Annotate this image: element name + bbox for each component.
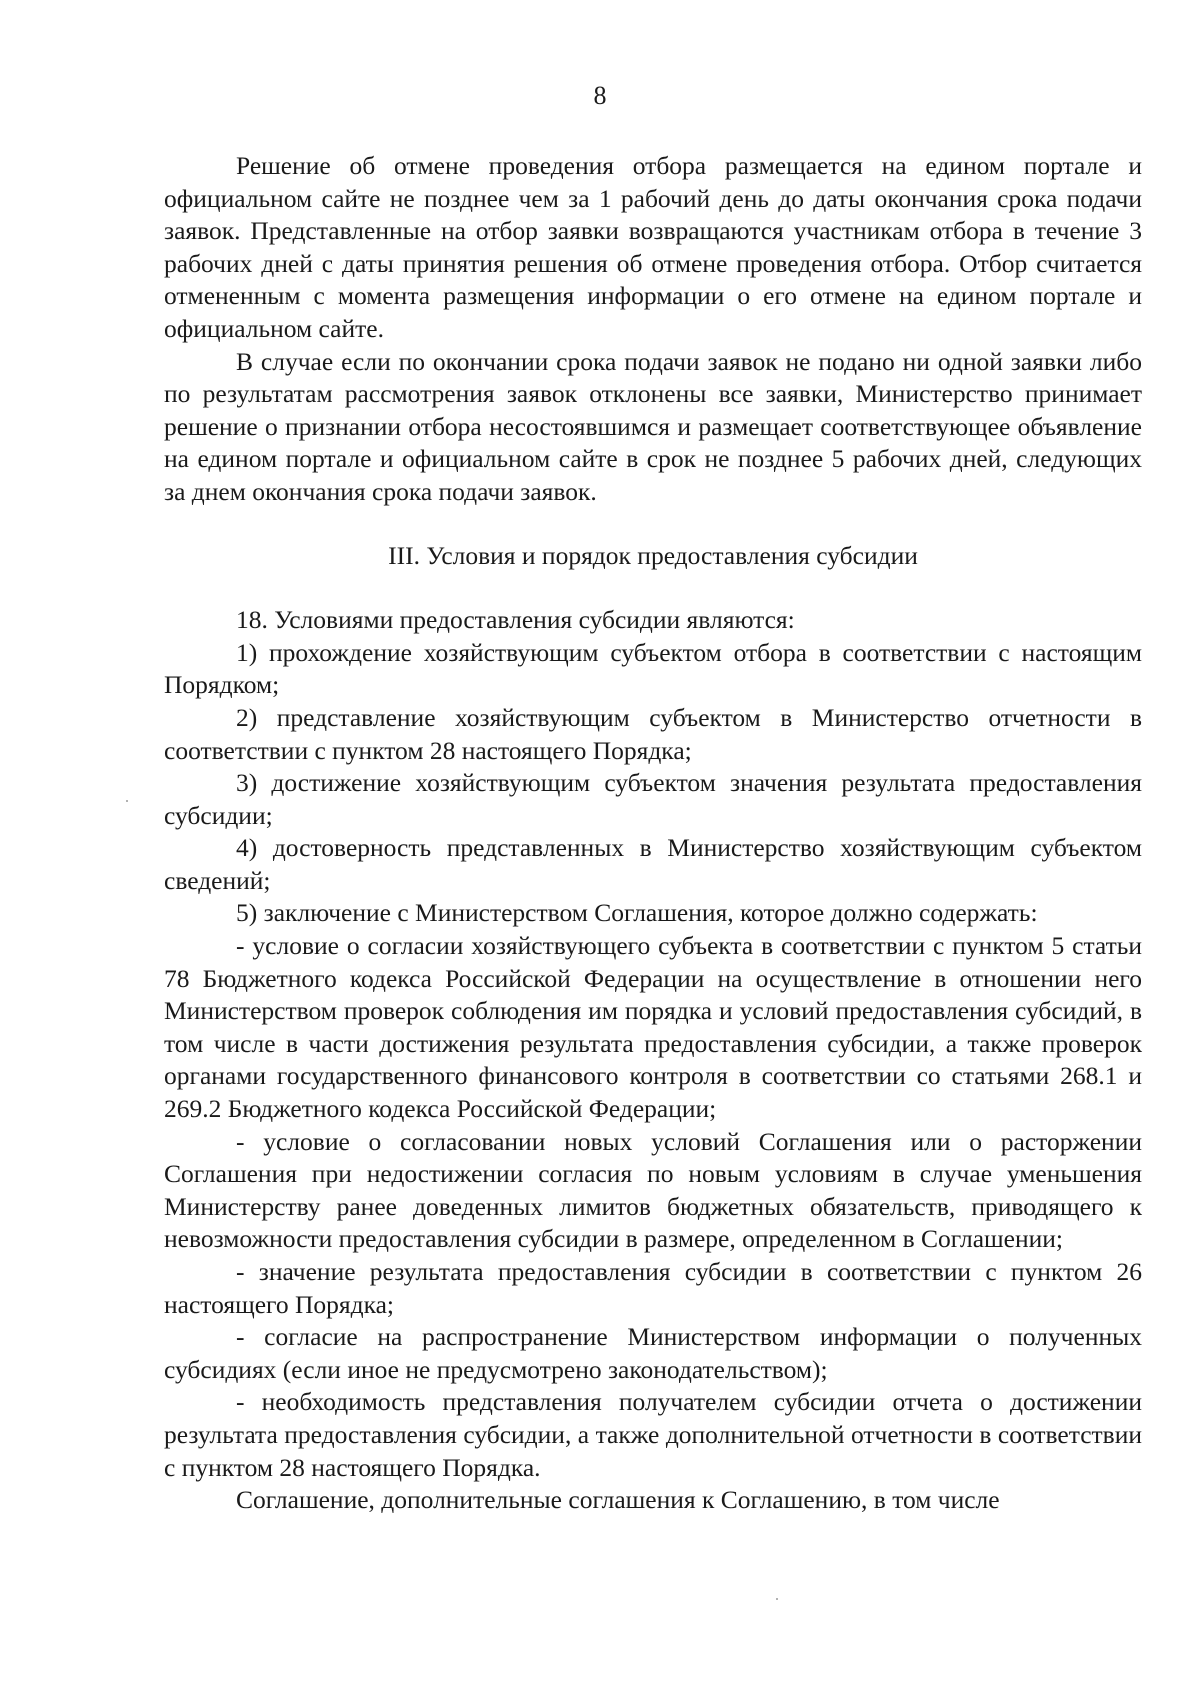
- paragraph: Соглашение, дополнительные соглашения к Соглашению, в том числе: [236, 1485, 1000, 1515]
- scan-speck: [126, 800, 128, 802]
- paragraph: 18. Условиями предоставления субсидии являются:: [236, 605, 795, 635]
- document-body: [164, 150, 1142, 1517]
- section-heading: III. Условия и порядок предоставления субсидии: [388, 540, 918, 570]
- bullet-item: - согласие на распространение Министерством информации о полученных субсидиях (если иное не предусмотрено законодательством);: [164, 1322, 1142, 1384]
- page-number: 8: [593, 81, 607, 110]
- paragraph: Решение об отмене проведения отбора размещается на едином портале и официальном сайте не позднее чем за 1 рабочий день до даты окончания срока подачи заявок. Представленные на отбор заявки возвращаются участникам отбора в течение 3 рабочих дней с даты принятия решения об отмене проведения отбора. Отбор считается отмененным с момента размещения информации о его отмене на едином портале и официальном сайте.: [164, 151, 1142, 343]
- list-item: 4) достоверность представленных в Министерство хозяйствующим субъектом сведений;: [164, 833, 1142, 895]
- paragraph: В случае если по окончании срока подачи заявок не подано ни одной заявки либо по результатам рассмотрения заявок отклонены все заявки, Министерство принимает решение о признании отбора несостоявшимся и размещает соответствующее объявление на едином портале и официальном сайте в срок не позднее 5 рабочих дней, следующих за днем окончания срока подачи заявок.: [164, 346, 1142, 506]
- bullet-item: - условие о согласии хозяйствующего субъекта в соответствии с пунктом 5 статьи 78 Бюджетного кодекса Российской Федерации на осуществление в отношении него Министерством проверок соблюдения им порядка и условий предоставления субсидий, в том числе в части достижения результата предоставления субсидии, а также проверок органами государственного финансового контроля в соответствии со статьями 268.1 и 269.2 Бюджетного кодекса Российской Федерации;: [164, 931, 1142, 1124]
- scan-speck: [776, 1598, 778, 1600]
- list-item: 5) заключение с Министерством Соглашения, которое должно содержать:: [236, 898, 1038, 928]
- list-item: 2) представление хозяйствующим субъектом в Министерство отчетности в соответствии с пунктом 28 настоящего Порядка;: [164, 702, 1142, 765]
- list-item: 3) достижение хозяйствующим субъектом значения результата предоставления субсидии;: [164, 768, 1142, 830]
- list-item: 1) прохождение хозяйствующим субъектом отбора в соответствии с настоящим Порядком;: [164, 637, 1142, 700]
- bullet-item: - необходимость представления получателем субсидии отчета о достижении результата предоставления субсидии, а также дополнительной отчетности в соответствии с пунктом 28 настоящего Порядка.: [164, 1387, 1142, 1482]
- bullet-item: - условие о согласовании новых условий Соглашения или о расторжении Соглашения при недостижении согласия по новым условиям в случае уменьшения Министерству ранее доведенных лимитов бюджетных обязательств, приводящего к невозможности предоставления субсидии в размере, определенном в Соглашении;: [164, 1126, 1142, 1254]
- bullet-item: - значение результата предоставления субсидии в соответствии с пунктом 26 настоящего Порядка;: [164, 1257, 1142, 1319]
